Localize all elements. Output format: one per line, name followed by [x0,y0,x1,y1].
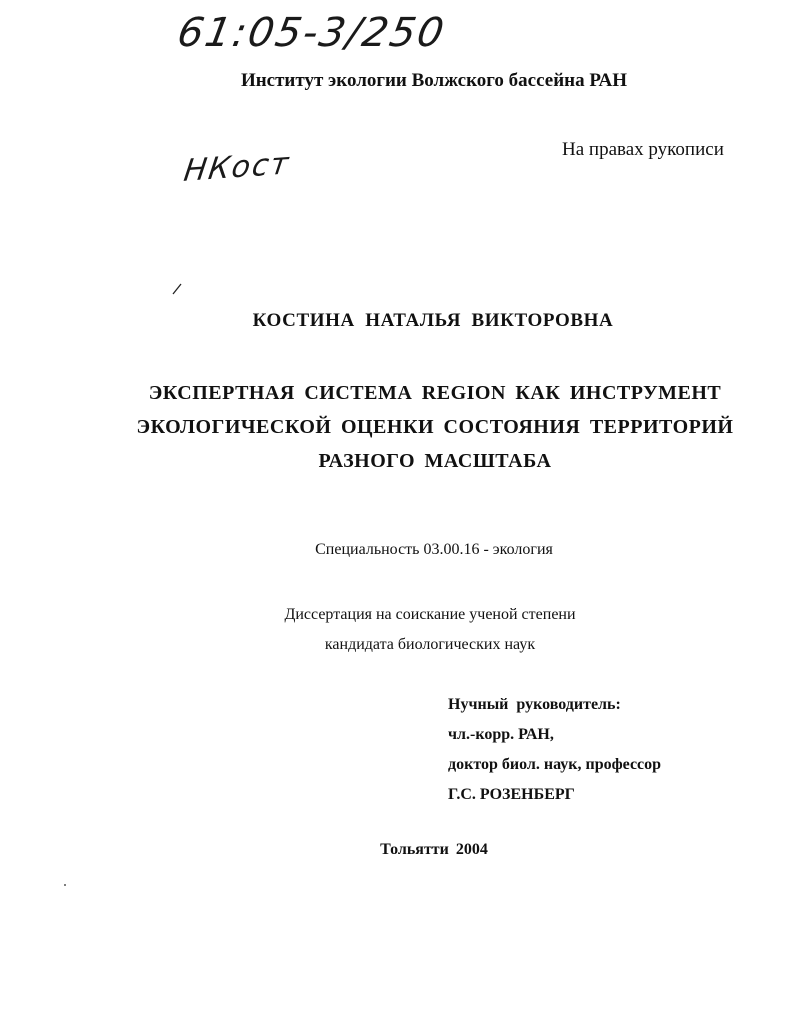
supervisor-heading: Нучный руководитель: [448,696,621,713]
degree-line-2: кандидата биологических наук [324,636,536,653]
specialty: Специальность 03.00.16 - экология [315,541,553,558]
scan-speck [64,884,66,886]
handwritten-signature: НКост [181,146,293,189]
title-line-3: РАЗНОГО МАСШТАБА [318,450,552,472]
supervisor-title: чл.-корр. РАН, [448,726,554,743]
author-name: КОСТИНА НАТАЛЬЯ ВИКТОРОВНА [252,310,614,331]
title-line-1: ЭКСПЕРТНАЯ СИСТЕМА REGION КАК ИНСТРУМЕНТ [148,382,722,404]
institute-name: Институт экологии Волжского бассейна РАН [240,70,628,91]
rights-note: На правах рукописи [562,139,724,160]
city-year: Тольятти 2004 [380,841,488,858]
supervisor-block [448,690,661,810]
archive-code-handwritten: 61:05-3/250 [173,10,450,56]
title-line-2: ЭКОЛОГИЧЕСКОЙ ОЦЕНКИ СОСТОЯНИЯ ТЕРРИТОРИЙ [136,416,734,438]
supervisor-name: Г.С. РОЗЕНБЕРГ [448,786,575,803]
supervisor-degree: доктор биол. наук, профессор [448,756,662,773]
pen-tick-mark [172,283,182,295]
degree-statement [0,600,798,660]
dissertation-title [0,376,798,478]
degree-line-1: Диссертация на соискание ученой степени [284,606,576,623]
